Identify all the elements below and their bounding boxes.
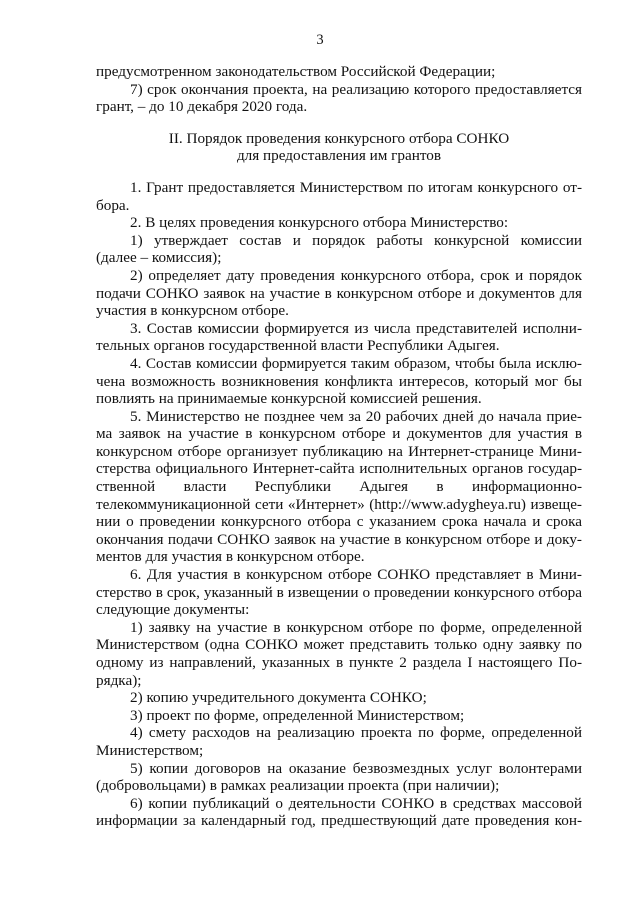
text-line: 5. Министерство не позднее чем за 20 рабочих дней до начала прие-: [130, 407, 582, 425]
text-line: 2. В целях проведения конкурсного отбора Министерство:: [130, 214, 509, 232]
text-line: предусмотренном законодательством Российской Федерации;: [96, 63, 496, 80]
text-line: конкурсном отборе организует публикацию на Интернет-странице Мини-: [96, 442, 582, 460]
text-line: стерства официального Интернет-сайта исполнительных органов государ-: [96, 460, 582, 478]
text-line: чена возможность возникновения конфликта интересов, который мог бы: [96, 372, 582, 390]
text-line: 3) проект по форме, определенной Министерством;: [130, 706, 465, 724]
text-line: 7) срок окончания проекта, на реализацию которого предоставляется: [130, 80, 582, 98]
text-line: стерство в срок, указанный в извещении о проведении конкурсного отбора: [96, 583, 582, 601]
text-line: информации за календарный год, предшествующий дате проведения кон-: [96, 812, 582, 830]
page-number: 3: [316, 32, 324, 48]
text-line: бора.: [96, 196, 130, 214]
text-line: ма заявок на участие в конкурсном отборе и документов для участия в: [96, 425, 582, 443]
text-line: (добровольцами) в рамках реализации проекта (при наличии);: [96, 777, 500, 795]
vertical-spacer: [96, 165, 582, 179]
text-line: ственной власти Республики Адыгея в информационно-: [96, 478, 582, 496]
text-line: (далее – комиссия);: [96, 249, 222, 267]
text-line: 3. Состав комиссии формируется из числа представителей исполни-: [130, 319, 582, 337]
text-line: окончания подачи СОНКО заявок на участие в конкурсном отборе и доку-: [96, 530, 582, 548]
text-line: 4) смету расходов на реализацию проекта по форме, определенной: [130, 724, 582, 742]
text-line: телекоммуникационной сети «Интернет» (http://www.adygheya.ru) извеще-: [96, 495, 582, 513]
text-line: грант, – до 10 декабря 2020 года.: [96, 98, 308, 116]
vertical-spacer: [96, 116, 582, 130]
text-line: 2) определяет дату проведения конкурсного отбора, срок и порядок: [130, 266, 582, 284]
text-line: Министерством;: [96, 741, 204, 759]
section-heading-line: для предоставления им грантов: [236, 147, 442, 165]
text-line: Министерством (одна СОНКО может представить только одну заявку по: [96, 636, 582, 654]
text-line: 6) копии публикаций о деятельности СОНКО в средствах массовой: [130, 794, 582, 812]
text-line: 1) утверждает состав и порядок работы конкурсной комиссии: [130, 231, 582, 249]
text-line: рядка);: [96, 671, 142, 689]
document-body: [96, 63, 582, 830]
text-line: подачи СОНКО заявок на участие в конкурсном отборе и документов для: [96, 284, 582, 302]
text-line: 2) копию учредительного документа СОНКО;: [130, 689, 427, 707]
text-line: одному из направлений, указанных в пункте 2 раздела I настоящего По-: [96, 654, 582, 671]
text-line: участия в конкурсном отборе.: [96, 302, 289, 320]
text-line: 6. Для участия в конкурсном отборе СОНКО представляет в Мини-: [130, 566, 582, 584]
text-line: 1. Грант предоставляется Министерством по итогам конкурсного от-: [130, 178, 582, 196]
text-line: 4. Состав комиссии формируется таким образом, чтобы была исклю-: [130, 354, 582, 372]
text-line: ментов для участия в конкурсном отборе.: [96, 548, 365, 566]
text-line: 1) заявку на участие в конкурсном отборе по форме, определенной: [130, 618, 582, 636]
text-line: повлиять на принимаемые конкурсной комиссией решения.: [96, 390, 482, 408]
text-line: 5) копии договоров на оказание безвозмездных услуг волонтерами: [130, 759, 582, 777]
text-line: тельных органов государственной власти Республики Адыгея.: [96, 337, 500, 355]
text-line: нии о проведении конкурсного отбора с указанием срока начала и срока: [96, 513, 582, 531]
text-line: следующие документы:: [96, 601, 250, 619]
section-heading-line: II. Порядок проведения конкурсного отбора СОНКО: [168, 129, 510, 147]
